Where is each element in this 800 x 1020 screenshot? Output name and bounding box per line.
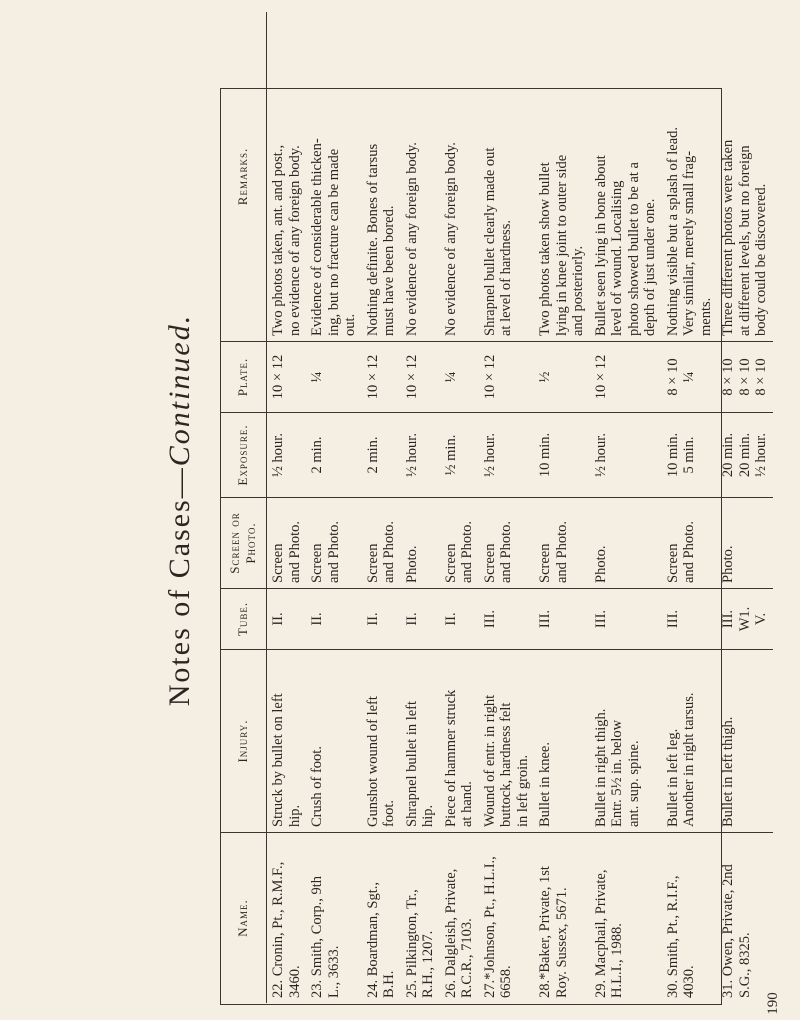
remarks-cell-line: Two photos taken show bullet xyxy=(537,162,553,336)
table-row xyxy=(662,12,718,1003)
page-number: 190 xyxy=(764,992,781,1015)
remarks-cell-line: lying in knee joint to outer side xyxy=(553,154,570,336)
exposure-cell-line: ½ hour. xyxy=(403,433,420,477)
tube-cell-line: III. xyxy=(664,609,681,629)
remarks-cell-line: ing, but no fracture can be made xyxy=(325,148,342,336)
remarks-cell-line: No evidence of any foreign body. xyxy=(442,142,459,336)
injury-cell-line: buttock, hardness felt xyxy=(498,702,514,827)
exposure-cell-line: 2 min. xyxy=(309,436,325,474)
plate-cell-line: ¼ xyxy=(442,371,459,383)
header-name: Name. xyxy=(220,833,267,1004)
plate-cell xyxy=(534,342,590,413)
tube-cell-line: III. xyxy=(481,609,498,629)
running-head xyxy=(160,60,200,960)
remarks-cell-line: Nothing definite. Bones of tarsus xyxy=(364,143,381,336)
name-cell-line: 26. Dalgleish, Private, xyxy=(442,868,459,998)
tube-cell xyxy=(662,589,718,650)
exposure-cell-line: 10 min. xyxy=(664,432,681,478)
screen-cell-line: and Photo. xyxy=(459,520,475,583)
exposure-cell xyxy=(306,413,362,498)
exposure-cell-line: 10 min. xyxy=(537,432,553,478)
remarks-cell-line: Bullet seen lying in bone about xyxy=(592,155,609,336)
plate-cell xyxy=(401,342,440,413)
name-cell-line: B.H. xyxy=(381,970,397,998)
table-body xyxy=(267,12,773,1003)
name-cell xyxy=(362,833,401,1004)
exposure-cell xyxy=(534,413,590,498)
exposure-cell xyxy=(362,413,401,498)
tube-cell xyxy=(401,589,440,650)
tube-cell xyxy=(362,589,401,650)
screen-cell-line: Screen xyxy=(664,543,681,583)
injury-cell-line: Bullet in right thigh. xyxy=(592,708,609,827)
injury-cell-line: at hand. xyxy=(459,781,475,827)
injury-cell-line: Piece of hammer struck xyxy=(442,689,459,827)
table-row xyxy=(717,12,773,1003)
remarks-cell-line: body could be discovered. xyxy=(753,183,769,336)
remarks-cell-line: No evidence of any foreign body. xyxy=(403,142,420,336)
remarks-cell xyxy=(362,12,401,342)
header-tube: Tube. xyxy=(220,589,267,650)
screen-cell xyxy=(306,498,362,589)
name-cell xyxy=(662,833,718,1004)
tube-cell-line: II. xyxy=(403,612,420,626)
plate-cell-line: 8 × 10 xyxy=(753,358,769,396)
plate-cell-line: 8 × 10 xyxy=(664,358,681,396)
exposure-cell-line: ½ hour. xyxy=(481,433,498,477)
name-cell xyxy=(306,833,362,1004)
injury-cell xyxy=(479,650,535,833)
screen-cell-line: Photo. xyxy=(720,545,736,583)
name-cell-line: 24. Boardman, Sgt., xyxy=(364,882,381,998)
name-cell xyxy=(534,833,590,1004)
remarks-cell xyxy=(401,12,440,342)
injury-cell-line: Bullet in left thigh. xyxy=(720,716,736,827)
remarks-cell-line: Three different photos were taken xyxy=(720,139,736,336)
remarks-cell xyxy=(267,12,307,342)
name-cell-line: H.L.I., 1988. xyxy=(609,923,625,998)
injury-cell-line: foot. xyxy=(381,800,397,827)
name-cell-line: S.G., 8325. xyxy=(736,932,753,998)
remarks-cell xyxy=(662,12,718,342)
remarks-cell-line: and posteriorly. xyxy=(570,245,586,336)
running-head-suffix: Continued. xyxy=(163,313,196,467)
exposure-cell-line: 2 min. xyxy=(364,436,381,474)
name-cell-line: 31. Owen, Private, 2nd xyxy=(720,864,736,998)
exposure-cell-line: ½ hour. xyxy=(270,433,286,477)
name-cell xyxy=(479,833,535,1004)
injury-cell xyxy=(440,650,479,833)
remarks-cell-line: Very similar, merely small frag- xyxy=(681,150,697,336)
header-injury: Injury. xyxy=(220,650,267,833)
table-row xyxy=(479,12,535,1003)
table-row xyxy=(534,12,590,1003)
tube-cell-line: III. xyxy=(592,609,609,629)
name-cell-line: 23. Smith, Corp., 9th xyxy=(309,875,325,998)
screen-cell-line: Screen xyxy=(442,543,459,583)
screen-cell-line: Photo. xyxy=(403,545,420,583)
name-cell xyxy=(717,833,773,1004)
screen-cell xyxy=(362,498,401,589)
screen-cell xyxy=(440,498,479,589)
screen-cell-line: Photo. xyxy=(592,545,609,583)
table-row xyxy=(590,12,662,1003)
tube-cell xyxy=(534,589,590,650)
exposure-cell-line: 20 min. xyxy=(736,432,753,478)
screen-cell-line: Screen xyxy=(364,543,381,583)
exposure-cell-line: 20 min. xyxy=(720,432,736,478)
tube-cell-line: II. xyxy=(364,612,381,626)
screen-cell-line: and Photo. xyxy=(553,520,570,583)
injury-cell xyxy=(717,650,773,833)
plate-cell-line: 10 × 12 xyxy=(403,354,420,400)
screen-cell-line: Screen xyxy=(481,543,498,583)
screen-cell-line: Screen xyxy=(270,543,286,583)
remarks-cell-line: level of wound. Localising xyxy=(609,180,625,336)
name-cell-line: L., 3633. xyxy=(325,945,342,998)
screen-cell xyxy=(267,498,307,589)
name-cell-line: 25. Pilkington, Tr., xyxy=(403,889,420,998)
plate-cell-line: 10 × 12 xyxy=(270,354,286,400)
remarks-cell xyxy=(440,12,479,342)
screen-cell xyxy=(401,498,440,589)
injury-cell-line: hip. xyxy=(420,804,436,827)
exposure-cell xyxy=(401,413,440,498)
name-cell xyxy=(440,833,479,1004)
screen-cell-line: and Photo. xyxy=(681,520,697,583)
exposure-cell xyxy=(479,413,535,498)
name-cell-line: R.C.R., 7103. xyxy=(459,918,475,998)
name-cell-line: 30. Smith, Pt., R.I.F., xyxy=(664,875,681,998)
injury-cell-line: Struck by bullet on left xyxy=(270,693,286,827)
name-cell xyxy=(401,833,440,1004)
plate-cell xyxy=(440,342,479,413)
exposure-cell xyxy=(440,413,479,498)
injury-cell xyxy=(267,650,307,833)
cases-table xyxy=(220,12,773,1003)
remarks-cell-line: Two photos taken, ant. and post., xyxy=(270,144,286,336)
plate-cell-line: ½ xyxy=(537,371,553,383)
plate-cell-line: ¼ xyxy=(681,371,697,383)
injury-cell-line: Crush of foot. xyxy=(309,746,325,827)
exposure-cell-line: ½ hour. xyxy=(592,433,609,477)
exposure-cell-line: ½ hour. xyxy=(753,433,769,477)
screen-cell xyxy=(717,498,773,589)
remarks-cell xyxy=(306,12,362,342)
screen-cell xyxy=(534,498,590,589)
exposure-cell xyxy=(267,413,307,498)
tube-cell xyxy=(717,589,773,650)
remarks-cell-line: Evidence of considerable thicken- xyxy=(309,138,325,336)
screen-cell-line: Screen xyxy=(309,543,325,583)
tube-cell-line: III. xyxy=(537,609,553,629)
remarks-cell-line: out. xyxy=(342,313,358,336)
injury-cell xyxy=(590,650,662,833)
injury-cell xyxy=(401,650,440,833)
name-cell xyxy=(267,833,307,1004)
remarks-cell xyxy=(717,12,773,342)
injury-cell-line: Entr. 5½ in. below xyxy=(609,719,625,827)
tube-cell-line: V. xyxy=(753,612,769,626)
exposure-cell xyxy=(662,413,718,498)
remarks-cell xyxy=(534,12,590,342)
name-cell-line: 3460. xyxy=(286,965,303,998)
exposure-cell xyxy=(590,413,662,498)
header-remarks: Remarks. xyxy=(220,12,267,342)
injury-cell-line: hip. xyxy=(286,804,303,827)
injury-cell-line: Shrapnel bullet in left xyxy=(403,700,420,827)
name-cell-line: 4030. xyxy=(681,965,697,998)
tube-cell xyxy=(440,589,479,650)
plate-cell-line: 10 × 12 xyxy=(481,354,498,400)
injury-cell-line: Gunshot wound of left xyxy=(364,696,381,827)
tube-cell xyxy=(590,589,662,650)
header-plate: Plate. xyxy=(220,342,267,413)
plate-cell xyxy=(590,342,662,413)
plate-cell xyxy=(362,342,401,413)
tube-cell-line: II. xyxy=(270,612,286,626)
header-screen: Screen or Photo. xyxy=(220,498,267,589)
injury-cell-line: Bullet in left leg. xyxy=(664,728,681,827)
plate-cell-line: 8 × 10 xyxy=(720,358,736,396)
table-row xyxy=(267,12,307,1003)
screen-cell xyxy=(662,498,718,589)
remarks-cell-line: at different levels, but no foreign xyxy=(736,145,753,336)
running-head-prefix: Notes of Cases— xyxy=(163,466,196,707)
table-row xyxy=(306,12,362,1003)
remarks-cell-line: Shrapnel bullet clearly made out xyxy=(481,147,498,336)
screen-cell-line: and Photo. xyxy=(498,520,514,583)
screen-cell-line: and Photo. xyxy=(325,520,342,583)
name-cell-line: Roy. Sussex, 5671. xyxy=(553,887,570,998)
remarks-cell-line: depth of just under one. xyxy=(642,198,658,336)
remarks-cell-line: at level of hardness. xyxy=(498,220,514,336)
injury-cell-line: Wound of entr. in right xyxy=(481,694,498,827)
plate-cell-line: 8 × 10 xyxy=(736,358,753,396)
remarks-cell-line: ments. xyxy=(697,297,714,336)
injury-cell-line: Bullet in knee. xyxy=(537,742,553,827)
tube-cell xyxy=(267,589,307,650)
name-cell xyxy=(590,833,662,1004)
plate-cell xyxy=(479,342,535,413)
plate-cell-line: 10 × 12 xyxy=(592,354,609,400)
exposure-cell xyxy=(717,413,773,498)
remarks-cell-line: Nothing visible but a splash of lead. xyxy=(664,126,681,336)
screen-cell-line: and Photo. xyxy=(286,520,303,583)
injury-cell xyxy=(534,650,590,833)
remarks-cell xyxy=(479,12,535,342)
name-cell-line: 28.*Baker, Private, 1st xyxy=(537,866,553,998)
remarks-cell-line: must have been bored. xyxy=(381,205,397,336)
injury-cell-line: ant. sup. spine. xyxy=(625,740,642,827)
name-cell-line: 27.*Johnson, Pt., H.L.I., xyxy=(481,856,498,998)
table-row xyxy=(440,12,479,1003)
injury-cell xyxy=(662,650,718,833)
exposure-cell-line: ½ min. xyxy=(442,434,459,476)
name-cell-line: R.H., 1207. xyxy=(420,930,436,998)
remarks-cell-line: photo showed bullet to be at a xyxy=(625,162,642,336)
injury-cell-line: in left groin. xyxy=(514,754,531,827)
screen-cell xyxy=(479,498,535,589)
plate-cell-line: ¼ xyxy=(309,371,325,383)
table-row xyxy=(401,12,440,1003)
name-cell-line: 6658. xyxy=(498,965,514,998)
tube-cell-line: III. xyxy=(720,609,736,629)
plate-cell xyxy=(267,342,307,413)
injury-cell xyxy=(362,650,401,833)
name-cell-line: 29. Macphail, Private, xyxy=(592,869,609,998)
plate-cell xyxy=(662,342,718,413)
header-row xyxy=(220,12,267,1003)
injury-cell-line: Another in right tarsus. xyxy=(681,692,697,827)
injury-cell xyxy=(306,650,362,833)
header-exposure: Exposure. xyxy=(220,413,267,498)
exposure-cell-line: 5 min. xyxy=(681,436,697,474)
tube-cell xyxy=(306,589,362,650)
cases-table-wrapper xyxy=(220,88,769,1003)
plate-cell xyxy=(306,342,362,413)
plate-cell-line: 10 × 12 xyxy=(364,354,381,400)
tube-cell-line: II. xyxy=(309,612,325,626)
tube-cell xyxy=(479,589,535,650)
name-cell-line: 22. Cronin, Pt., R.M.F., xyxy=(270,861,286,998)
plate-cell xyxy=(717,342,773,413)
tube-cell-line: II. xyxy=(442,612,459,626)
tube-cell-line: W1. xyxy=(736,606,753,632)
table-row xyxy=(362,12,401,1003)
remarks-cell-line: no evidence of any foreign body. xyxy=(286,145,303,336)
screen-cell-line: Screen xyxy=(537,543,553,583)
remarks-cell xyxy=(590,12,662,342)
screen-cell-line: and Photo. xyxy=(381,520,397,583)
screen-cell xyxy=(590,498,662,589)
